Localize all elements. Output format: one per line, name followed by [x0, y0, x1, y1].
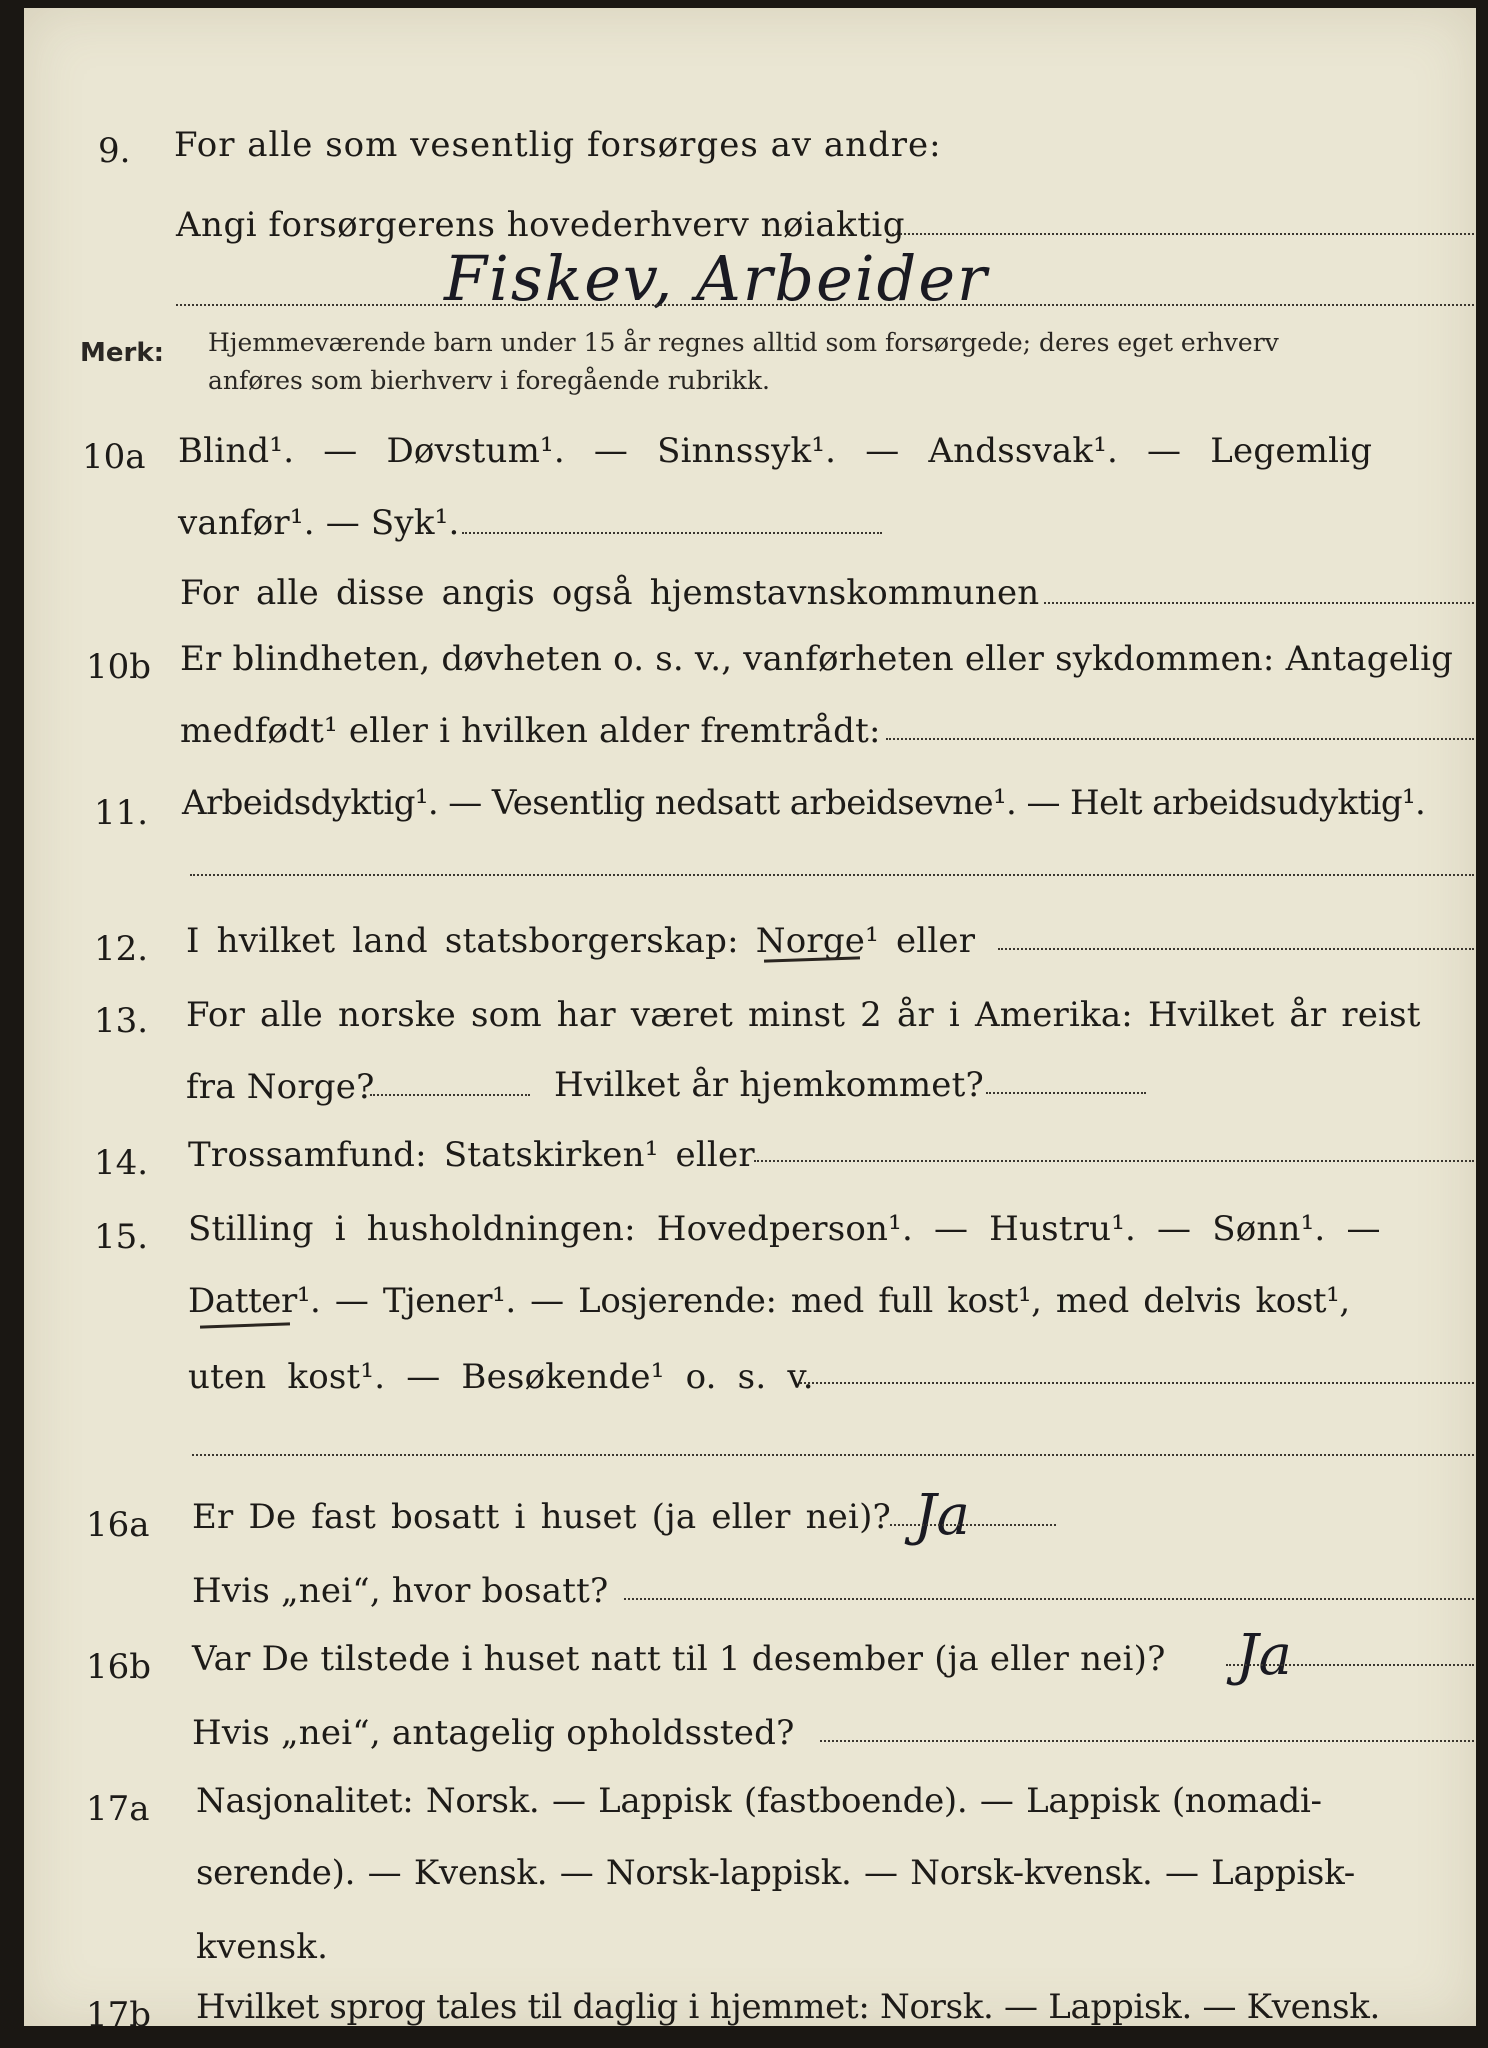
q9-answer-line [892, 233, 1474, 235]
q11-line-1: Arbeidsdyktig¹. — Vesentlig nedsatt arbeidsevne¹. — Helt arbeidsudyktig¹. [182, 783, 1426, 823]
merk-label: Merk: [80, 338, 165, 368]
q10b-line-2: medfødt¹ eller i hvilken alder fremtrådt: [180, 711, 881, 751]
q10a-line-1: Blind¹. — Døvstum¹. — Sinnssyk¹. — Andssvak¹. — Legemlig [178, 431, 1373, 471]
q13-reist-line [370, 1094, 530, 1096]
item-number-15: 15. [94, 1217, 149, 1257]
q16a-line-2: Hvis „nei“, hvor bosatt? [192, 1571, 609, 1611]
q14-line-1: Trossamfund: Statskirken¹ eller [188, 1135, 755, 1175]
q16a-bosatt-line [624, 1598, 1474, 1600]
q13-line-3: Hvilket år hjemkommet? [554, 1065, 984, 1105]
q12-line-1: I hvilket land statsborgerskap: Norge¹ eller [186, 921, 976, 961]
q16b-line-1: Var De tilstede i huset natt til 1 desember (ja eller nei)? [192, 1639, 1166, 1679]
item-number-12: 12. [94, 929, 149, 969]
q13-line-1: For alle norske som har været minst 2 år i Amerika: Hvilket år reist [186, 995, 1421, 1035]
q17a-line-2: serende). — Kvensk. — Norsk-lappisk. — Norsk-kvensk. — Lappisk- [196, 1853, 1355, 1893]
item-number-10b: 10b [86, 647, 152, 687]
q15-line-3: uten kost¹. — Besøkende¹ o. s. v. [188, 1357, 814, 1397]
q13-hjemkommet-line [986, 1092, 1146, 1094]
q15-datter-underline [200, 1322, 290, 1328]
q16a-answer-line [890, 1524, 1056, 1526]
merk-line-1: Hjemmeværende barn under 15 år regnes alltid som forsørgede; deres eget erhverv [208, 328, 1279, 357]
q10a-answer-line [462, 532, 882, 534]
q16b-line-2: Hvis „nei“, antagelig opholdssted? [192, 1713, 795, 1753]
item-number-17b: 17b [86, 1995, 152, 2035]
q15-answer-line [800, 1382, 1474, 1384]
q10a-line-3: For alle disse angis også hjemstavnskommunen [180, 573, 1040, 613]
q12-answer-line [998, 948, 1474, 950]
merk-line-2: anføres som bierhverv i foregående rubrikk. [208, 366, 770, 395]
item-number-14: 14. [94, 1143, 149, 1183]
q10a-line-2: vanfør¹. — Syk¹. [178, 503, 460, 543]
q15-line-1: Stilling i husholdningen: Hovedperson¹. — Hustru¹. — Sønn¹. — [188, 1209, 1381, 1249]
item-number-9: 9. [98, 131, 131, 171]
q10b-line-1: Er blindheten, døvheten o. s. v., vanførheten eller sykdommen: Antagelig [180, 639, 1454, 679]
q16b-oppholdssted-line [820, 1740, 1474, 1742]
item-number-16b: 16b [86, 1647, 152, 1687]
item-number-10a: 10a [82, 437, 146, 477]
q17b-line-1: Hvilket sprog tales til daglig i hjemmet: Norsk. — Lappisk. — Kvensk. [196, 1987, 1381, 2027]
q9-line-2: Angi forsørgerens hovederhverv nøiaktig [176, 205, 906, 245]
q11-answer-line [190, 874, 1474, 876]
q16a-line-1: Er De fast bosatt i huset (ja eller nei)? [192, 1497, 891, 1537]
q9-line-1: For alle som vesentlig forsørges av andre: [174, 125, 942, 165]
q9-answer-line-2 [176, 304, 1474, 306]
q16b-answer-line [1226, 1664, 1474, 1666]
item-number-13: 13. [94, 1001, 149, 1041]
q16a-handwritten-answer: Ja [914, 1483, 970, 1548]
q17a-line-1: Nasjonalitet: Norsk. — Lappisk (fastboende). — Lappisk (nomadi- [196, 1781, 1322, 1821]
q17a-line-3: kvensk. [196, 1927, 329, 1967]
item-number-17a: 17a [86, 1789, 150, 1829]
q15-answer-line-2 [192, 1454, 1474, 1456]
q13-line-2: fra Norge? [186, 1067, 375, 1107]
q16b-handwritten-answer: Ja [1236, 1623, 1292, 1688]
item-number-11: 11. [94, 793, 149, 833]
census-form-page [24, 8, 1476, 2035]
q10b-answer-line [886, 738, 1474, 740]
q10a-hjemstavn-line [1044, 602, 1474, 604]
q15-line-2: Datter¹. — Tjener¹. — Losjerende: med full kost¹, med delvis kost¹, [188, 1281, 1350, 1321]
q14-answer-line [754, 1160, 1474, 1162]
q9-handwritten-answer: Fiskev, Arbeider [444, 242, 989, 315]
item-number-16a: 16a [86, 1505, 150, 1545]
